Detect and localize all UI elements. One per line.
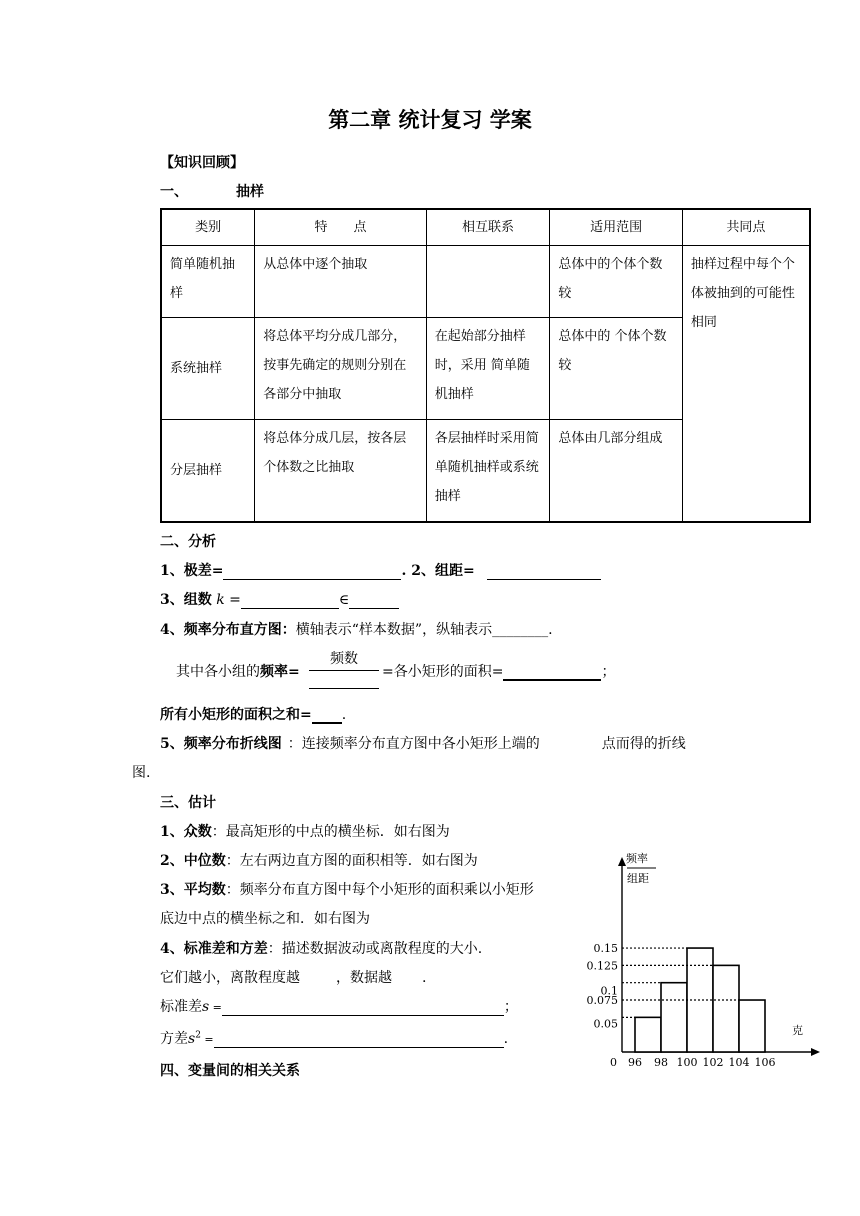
std-line2-a: 它们越小，离散程度越 — [160, 970, 300, 986]
x-tick-label: 100 — [676, 1056, 698, 1069]
std-line — [160, 938, 482, 958]
frequency-prefix-text: 其中各小组的 — [176, 664, 260, 680]
x-tick-label: 106 — [754, 1056, 776, 1069]
variance-formula-line — [160, 1028, 508, 1048]
sd-formula-line — [160, 996, 518, 1016]
cell-relation — [426, 246, 550, 318]
variance-eq: = — [200, 1033, 214, 1046]
frequency-label: 频率= — [260, 664, 300, 680]
group-count-line — [160, 589, 399, 609]
mode-label: 1、众数 — [160, 824, 212, 840]
variance-blank — [214, 1031, 504, 1048]
frequency-area-end: ； — [601, 664, 616, 680]
polygon-line — [160, 733, 686, 753]
review-heading: 【知识回顾】 — [160, 155, 244, 171]
histogram-bar — [739, 1000, 765, 1052]
table-header-row — [161, 209, 810, 246]
y-axis-label-denominator: 组距 — [627, 872, 649, 885]
polygon-wrap: 图. — [132, 765, 151, 781]
mean-wrap: 底边中点的横坐标之和．如右图为 — [160, 911, 370, 927]
median-label: 2、中位数 — [160, 853, 226, 869]
group-width-blank — [487, 563, 601, 580]
sd-eq: = — [209, 1001, 222, 1014]
variance-superscript: 2 — [195, 1030, 201, 1041]
histogram-line — [160, 619, 553, 639]
histogram-bar — [635, 1017, 661, 1052]
cell-category: 简单随机抽样 — [161, 246, 255, 318]
group-width-label: . 2、组距= — [401, 563, 475, 579]
sd-variable: s — [202, 999, 210, 1015]
frequency-area — [382, 661, 615, 681]
x-tick-label: 102 — [702, 1056, 724, 1069]
y-tick-label: 0.125 — [586, 959, 618, 973]
x-axis-label: 克 — [792, 1024, 803, 1037]
area-sum-end: . — [341, 707, 347, 723]
section-1-title: 抽样 — [236, 184, 264, 200]
header-feature: 特 点 — [255, 209, 426, 246]
group-count-blank — [241, 592, 339, 609]
frequency-area-text: =各小矩形的面积= — [382, 664, 504, 680]
histogram-text: 横轴表示“样本数据”，纵轴表示________. — [295, 622, 553, 638]
header-common: 共同点 — [682, 209, 810, 246]
sd-blank — [222, 999, 504, 1016]
cell-scope: 总体中的 个体个数较 — [550, 318, 683, 420]
cell-relation: 在起始部分抽样时，采用 简单随机抽样 — [426, 318, 550, 420]
fraction-numerator: 频数 — [309, 648, 379, 671]
median-text: ：左右两边直方图的面积相等．如右图为 — [225, 853, 478, 869]
polygon-tail: 点而得的折线 — [601, 736, 686, 752]
frequency-histogram — [580, 848, 830, 1074]
page-title: 第二章 统计复习 学案 — [328, 108, 532, 132]
cell-category: 系统抽样 — [161, 318, 255, 420]
std-text: ：描述数据波动或离散程度的大小. — [267, 941, 483, 957]
cell-scope: 总体由几部分组成 — [550, 420, 683, 522]
range-label: 1、极差= — [160, 563, 224, 579]
variance-prefix: 方差 — [160, 1031, 188, 1047]
sampling-table — [160, 208, 811, 523]
mode-text: ：最高矩形的中点的横坐标．如右图为 — [211, 824, 450, 840]
area-sum-label: 所有小矩形的面积之和= — [160, 707, 312, 723]
range-line — [160, 560, 601, 580]
chart-root — [587, 851, 821, 1069]
header-relation: 相互联系 — [426, 209, 550, 246]
histogram-bar — [713, 965, 739, 1052]
mode-line — [160, 821, 450, 841]
polygon-label: 5、频率分布折线图 — [160, 736, 282, 752]
std-line2-c: . — [422, 970, 427, 986]
header-category: 类别 — [161, 209, 255, 246]
cell-common: 抽样过程中每个个体被抽到的可能性相同 — [682, 246, 810, 522]
cell-relation: 各层抽样时采用简单随机抽样或系统抽样 — [426, 420, 550, 522]
std-label: 4、标准差和方差 — [160, 941, 268, 957]
group-count-eq: = — [224, 592, 241, 608]
median-line — [160, 850, 478, 870]
cell-category: 分层抽样 — [161, 420, 255, 522]
y-tick-label: 0.05 — [593, 1017, 618, 1031]
y-tick-label: 0.075 — [586, 994, 618, 1008]
element-of-symbol: ∈ — [338, 592, 350, 608]
section-3-heading: 三、估计 — [160, 795, 216, 811]
range-blank — [223, 563, 401, 580]
y-axis-arrow-icon — [618, 857, 626, 866]
std-line-2 — [160, 967, 426, 987]
frequency-prefix — [176, 661, 300, 681]
y-tick-label: 0.1 — [600, 984, 618, 998]
mean-label: 3、平均数 — [160, 882, 226, 898]
origin-label: 0 — [610, 1056, 617, 1069]
std-line2-b: ，数据越 — [336, 970, 392, 986]
frequency-area-blank — [503, 663, 601, 681]
area-sum-blank — [312, 706, 342, 724]
table-row — [161, 246, 810, 318]
x-axis-arrow-icon — [811, 1048, 820, 1056]
cell-scope: 总体中的个体个数较 — [550, 246, 683, 318]
variance-end: . — [503, 1031, 509, 1047]
area-sum-line — [160, 704, 346, 724]
frequency-fraction — [309, 648, 379, 689]
sd-prefix: 标准差 — [160, 999, 202, 1015]
mean-text: ：频率分布直方图中每个小矩形的面积乘以小矩形 — [225, 882, 534, 898]
x-tick-label: 98 — [654, 1056, 668, 1069]
section-1-number: 一、 — [160, 184, 188, 200]
cell-feature: 将总体分成几层，按各层个体数之比抽取 — [255, 420, 426, 522]
polygon-text: ：连接频率分布直方图中各小矩形上端的 — [287, 736, 540, 752]
histogram-bar — [661, 983, 687, 1052]
section-1-heading — [160, 181, 264, 201]
k-variable: k — [216, 592, 225, 608]
histogram-label: 4、频率分布直方图： — [160, 622, 296, 638]
cell-feature: 将总体平均分成几部分，按事先确定的规则分别在各部分中抽取 — [255, 318, 426, 420]
group-count-label: 3、组数 — [160, 592, 212, 608]
x-tick-label: 96 — [628, 1056, 642, 1069]
set-blank — [349, 592, 399, 609]
variance-variable: s — [188, 1031, 196, 1047]
section-2-heading: 二、分析 — [160, 534, 216, 550]
mean-line — [160, 879, 534, 899]
x-tick-label: 104 — [728, 1056, 750, 1069]
y-tick-label: 0.15 — [593, 942, 618, 956]
sd-end: ； — [503, 999, 518, 1015]
header-scope: 适用范围 — [550, 209, 683, 246]
y-axis-label-numerator: 频率 — [626, 852, 648, 865]
section-4-heading: 四、变量间的相关关系 — [160, 1063, 300, 1079]
cell-feature: 从总体中逐个抽取 — [255, 246, 426, 318]
fraction-denominator-blank — [309, 672, 379, 689]
